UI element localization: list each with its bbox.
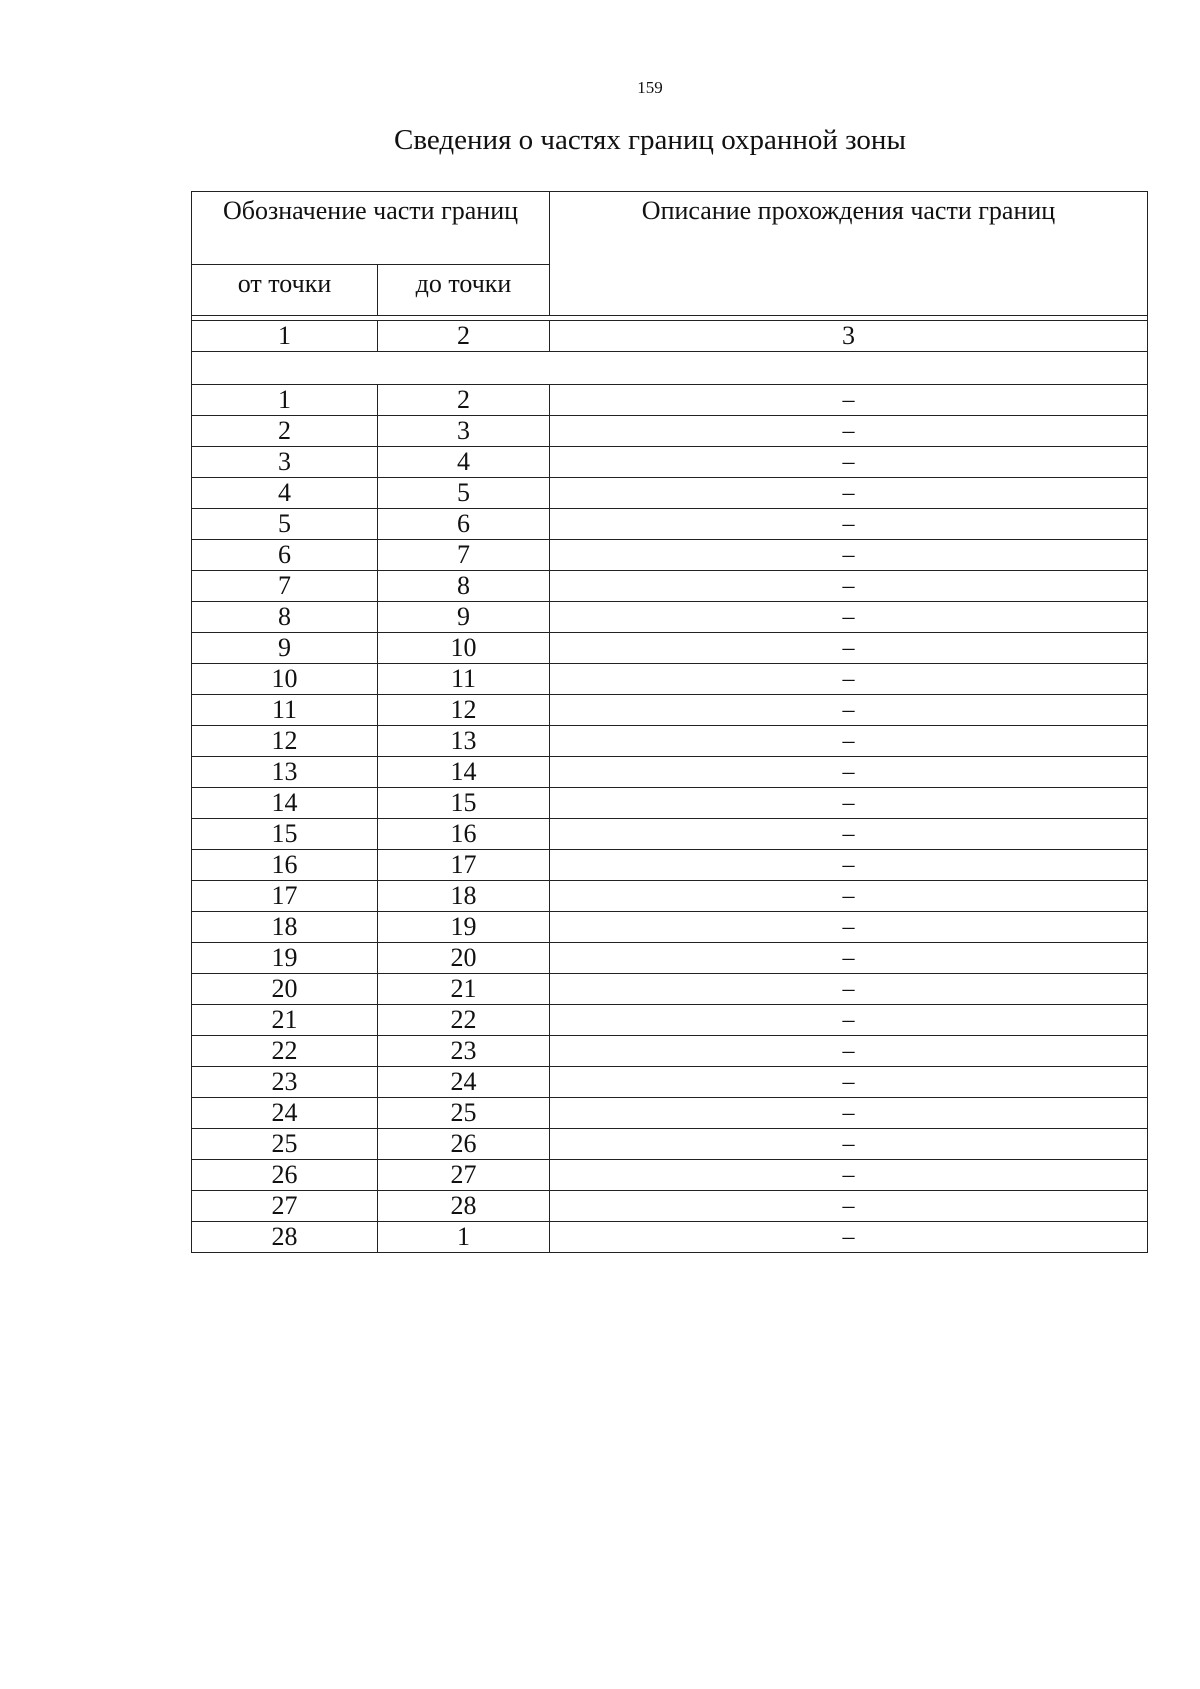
description-cell: – <box>550 602 1148 633</box>
description-cell: – <box>550 1036 1148 1067</box>
table-row <box>192 385 1148 416</box>
from-point-cell: 8 <box>192 602 378 633</box>
table-row <box>192 850 1148 881</box>
to-point-cell: 5 <box>378 478 550 509</box>
description-cell: – <box>550 912 1148 943</box>
from-point-cell: 17 <box>192 881 378 912</box>
description-cell: – <box>550 1067 1148 1098</box>
description-cell: – <box>550 1098 1148 1129</box>
table-row <box>192 602 1148 633</box>
description-cell: – <box>550 1005 1148 1036</box>
description-cell: – <box>550 540 1148 571</box>
to-point-cell: 22 <box>378 1005 550 1036</box>
to-point-cell: 14 <box>378 757 550 788</box>
table-row <box>192 416 1148 447</box>
description-cell: – <box>550 1160 1148 1191</box>
from-point-cell: 16 <box>192 850 378 881</box>
table-row <box>192 1067 1148 1098</box>
to-point-cell: 19 <box>378 912 550 943</box>
table-row <box>192 1005 1148 1036</box>
table-row <box>192 633 1148 664</box>
column-number-cell: 1 <box>192 321 378 352</box>
page-title: Сведения о частях границ охранной зоны <box>394 124 906 156</box>
description-cell: – <box>550 1129 1148 1160</box>
from-point-cell: 20 <box>192 974 378 1005</box>
header-row <box>192 192 1148 265</box>
description-cell: – <box>550 726 1148 757</box>
description-cell: – <box>550 664 1148 695</box>
header-group-cell: Обозначение части границ <box>192 192 550 265</box>
from-point-cell: 18 <box>192 912 378 943</box>
table-row <box>192 1160 1148 1191</box>
to-point-cell: 15 <box>378 788 550 819</box>
to-point-cell: 10 <box>378 633 550 664</box>
description-cell: – <box>550 478 1148 509</box>
to-point-cell: 3 <box>378 416 550 447</box>
from-point-cell: 5 <box>192 509 378 540</box>
to-point-cell: 9 <box>378 602 550 633</box>
from-point-cell: 3 <box>192 447 378 478</box>
from-point-cell: 11 <box>192 695 378 726</box>
table-row <box>192 726 1148 757</box>
to-point-cell: 20 <box>378 943 550 974</box>
table-row <box>192 509 1148 540</box>
description-cell: – <box>550 1222 1148 1253</box>
description-cell: – <box>550 881 1148 912</box>
to-point-cell: 11 <box>378 664 550 695</box>
to-point-cell: 24 <box>378 1067 550 1098</box>
description-cell: – <box>550 509 1148 540</box>
table-row <box>192 1191 1148 1222</box>
from-point-cell: 4 <box>192 478 378 509</box>
table-row <box>192 819 1148 850</box>
table-row <box>192 1129 1148 1160</box>
table-row <box>192 881 1148 912</box>
table-row <box>192 664 1148 695</box>
from-point-cell: 2 <box>192 416 378 447</box>
from-point-cell: 10 <box>192 664 378 695</box>
to-point-cell: 17 <box>378 850 550 881</box>
from-point-cell: 6 <box>192 540 378 571</box>
from-point-cell: 7 <box>192 571 378 602</box>
to-point-cell: 6 <box>378 509 550 540</box>
to-point-cell: 7 <box>378 540 550 571</box>
to-point-cell: 23 <box>378 1036 550 1067</box>
to-point-cell: 18 <box>378 881 550 912</box>
table-row <box>192 912 1148 943</box>
column-number-row <box>192 321 1148 352</box>
description-cell: – <box>550 850 1148 881</box>
table-row <box>192 1222 1148 1253</box>
to-point-cell: 25 <box>378 1098 550 1129</box>
description-cell: – <box>550 943 1148 974</box>
from-point-cell: 21 <box>192 1005 378 1036</box>
table-row <box>192 447 1148 478</box>
table-row <box>192 478 1148 509</box>
from-point-cell: 24 <box>192 1098 378 1129</box>
to-point-cell: 1 <box>378 1222 550 1253</box>
from-point-cell: 23 <box>192 1067 378 1098</box>
description-cell: – <box>550 974 1148 1005</box>
description-cell: – <box>550 819 1148 850</box>
table-row <box>192 695 1148 726</box>
table-row <box>192 571 1148 602</box>
from-point-cell: 26 <box>192 1160 378 1191</box>
empty-cell <box>192 352 1148 385</box>
table-row <box>192 788 1148 819</box>
header-description-cell: Описание прохождения части границ <box>550 192 1148 316</box>
from-point-cell: 1 <box>192 385 378 416</box>
to-point-cell: 27 <box>378 1160 550 1191</box>
from-point-cell: 15 <box>192 819 378 850</box>
description-cell: – <box>550 447 1148 478</box>
to-point-cell: 26 <box>378 1129 550 1160</box>
to-point-cell: 13 <box>378 726 550 757</box>
description-cell: – <box>550 416 1148 447</box>
from-point-cell: 9 <box>192 633 378 664</box>
description-cell: – <box>550 1191 1148 1222</box>
from-point-cell: 12 <box>192 726 378 757</box>
from-point-cell: 14 <box>192 788 378 819</box>
empty-row <box>192 352 1148 385</box>
from-point-cell: 28 <box>192 1222 378 1253</box>
from-point-cell: 13 <box>192 757 378 788</box>
table-row <box>192 1036 1148 1067</box>
table-row <box>192 540 1148 571</box>
from-point-cell: 19 <box>192 943 378 974</box>
table-row <box>192 974 1148 1005</box>
table-row <box>192 757 1148 788</box>
from-point-cell: 25 <box>192 1129 378 1160</box>
to-point-cell: 21 <box>378 974 550 1005</box>
header-from-cell: от точки <box>192 265 378 316</box>
to-point-cell: 16 <box>378 819 550 850</box>
to-point-cell: 28 <box>378 1191 550 1222</box>
boundary-parts-table <box>191 191 1148 1253</box>
column-number-cell: 3 <box>550 321 1148 352</box>
description-cell: – <box>550 571 1148 602</box>
to-point-cell: 4 <box>378 447 550 478</box>
table-row <box>192 943 1148 974</box>
description-cell: – <box>550 695 1148 726</box>
to-point-cell: 8 <box>378 571 550 602</box>
header-to-cell: до точки <box>378 265 550 316</box>
page-number: 159 <box>637 78 663 97</box>
to-point-cell: 12 <box>378 695 550 726</box>
to-point-cell: 2 <box>378 385 550 416</box>
table-row <box>192 1098 1148 1129</box>
from-point-cell: 22 <box>192 1036 378 1067</box>
description-cell: – <box>550 633 1148 664</box>
from-point-cell: 27 <box>192 1191 378 1222</box>
description-cell: – <box>550 788 1148 819</box>
description-cell: – <box>550 385 1148 416</box>
column-number-cell: 2 <box>378 321 550 352</box>
description-cell: – <box>550 757 1148 788</box>
